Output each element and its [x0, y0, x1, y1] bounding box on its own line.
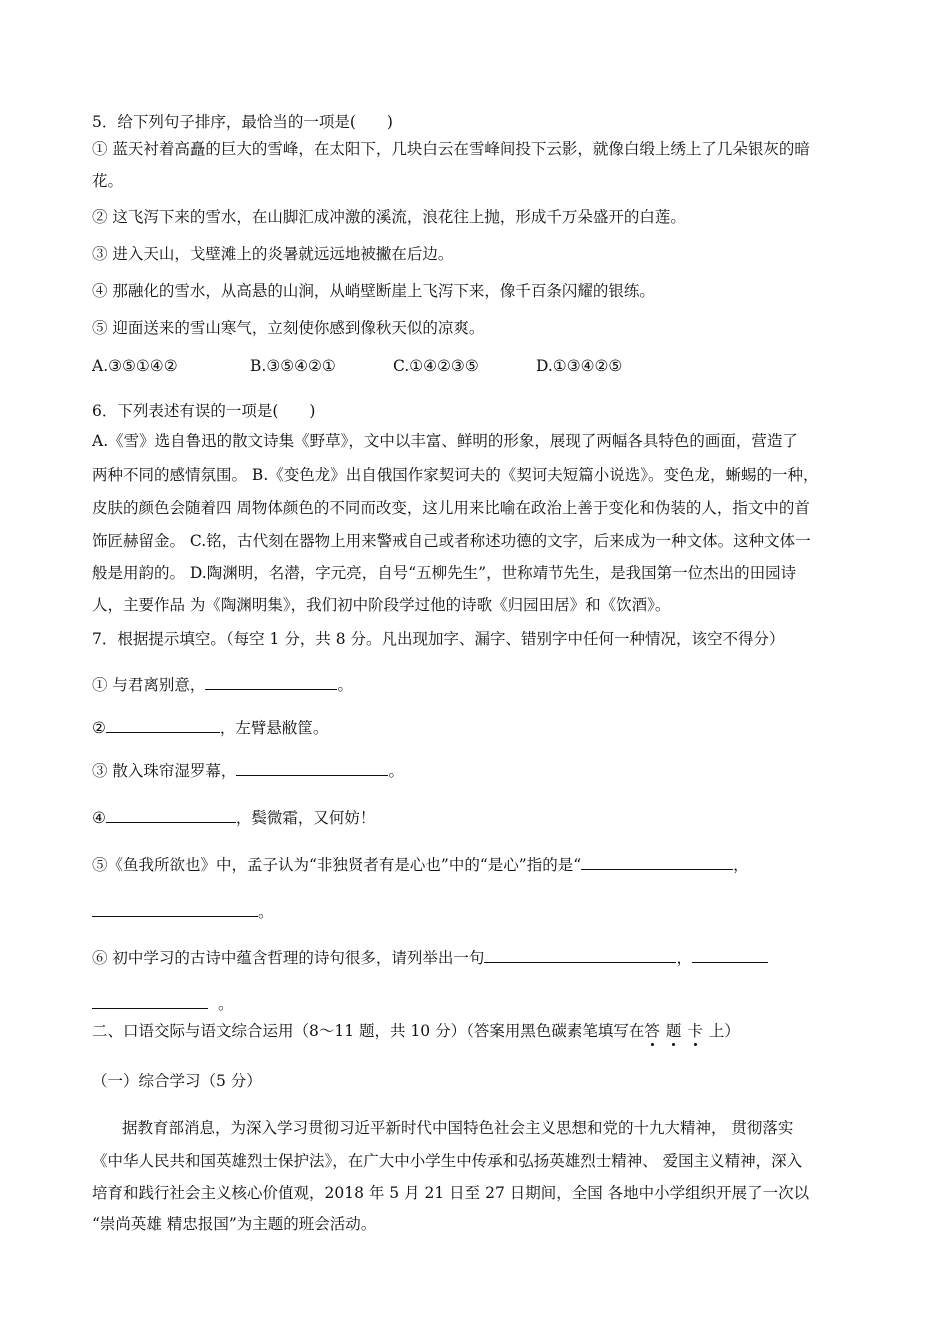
- q7-item-3: [92, 759, 404, 782]
- emphasis-char: 题: [665, 1022, 682, 1040]
- q7-item-4: [92, 806, 375, 829]
- q7-item-6-sep: ，: [676, 949, 692, 967]
- q7-item-5-sep: ，: [733, 856, 749, 874]
- q7-item-3-end: 。: [388, 762, 404, 780]
- q6-text-line: 人，主要作品 为《陶渊明集》，我们初中阶段学过他的诗歌《归园田居》和《饮酒》。: [92, 596, 671, 614]
- q6-text-line: 饰匠赫留金。 C.铭，古代刻在器物上用来警戒自己或者称述功德的文字，后来成为一种文体。这种文体一: [92, 532, 811, 550]
- section-2-heading: [92, 1020, 740, 1042]
- q7-item-4-end: ，鬓微霜，又何妨！: [235, 809, 376, 827]
- q6-stem: 6．下列表述有误的一项是( ): [92, 402, 316, 420]
- q5-sentence-1-cont: 花。: [92, 172, 124, 190]
- q5-stem: 5．给下列句子排序，最恰当的一项是( ): [92, 113, 393, 131]
- q7-item-4-text: ④: [92, 809, 106, 827]
- answer-blank[interactable]: [92, 992, 208, 1009]
- answer-blank[interactable]: [106, 806, 236, 823]
- q7-item-5: [92, 853, 749, 876]
- section-2-heading-end: ）: [724, 1022, 740, 1040]
- answer-blank[interactable]: [236, 759, 388, 776]
- q7-item-1: [92, 673, 353, 696]
- q5-sentence-4: ④ 那融化的雪水，从高悬的山涧，从峭壁断崖上飞泻下来，像千百条闪耀的银练。: [92, 282, 655, 300]
- q6-text-line: 皮肤的颜色会随着四 周物体颜色的不同而改变，这儿用来比喻在政治上善于变化和伪装的人，指文中的首: [92, 499, 810, 517]
- q7-item-5-cont: [92, 900, 274, 923]
- paragraph-line: 培育和践行社会主义核心价值观，2018 年 5 月 21 日至 27 日期间，全国 各地中小学组织开展了一次以: [92, 1184, 810, 1202]
- answer-blank[interactable]: [484, 946, 676, 963]
- emphasis-char: 答: [644, 1022, 660, 1040]
- q7-item-3-text: ③ 散入珠帘湿罗幕，: [92, 762, 237, 780]
- subsection-heading: （一）综合学习（5 分）: [92, 1072, 262, 1090]
- q5-option-a: A.③⑤①④②: [92, 357, 178, 375]
- answer-blank[interactable]: [92, 900, 258, 917]
- paragraph-line: 据教育部消息，为深入学习贯彻习近平新时代中国特色社会主义思想和党的十九大精神， 贯彻落实: [122, 1119, 794, 1137]
- q7-item-6-text: ⑥ 初中学习的古诗中蕴含哲理的诗句很多，请列举出一句: [92, 949, 485, 967]
- q6-text-line: A.《雪》选自鲁迅的散文诗集《野草》，文中以丰富、鲜明的形象，展现了两幅各具特色的画面，营造了: [92, 432, 798, 450]
- paragraph-line: “崇尚英雄 精忠报国”为主题的班会活动。: [92, 1215, 377, 1233]
- q7-item-2: [92, 716, 328, 739]
- q5-sentence-1: ① 蓝天衬着高矗的巨大的雪峰，在太阳下，几块白云在雪峰间投下云影，就像白缎上绣上了几朵银灰的暗: [92, 140, 810, 158]
- answer-blank[interactable]: [205, 673, 337, 690]
- q5-option-b: B.③⑤④②①: [250, 357, 336, 375]
- q5-sentence-5: ⑤ 迎面送来的雪山寒气，立刻使你感到像秋天似的凉爽。: [92, 319, 485, 337]
- q7-item-1-end: 。: [337, 676, 353, 694]
- answer-blank[interactable]: [106, 716, 220, 733]
- section-2-heading-text: 二、口语交际与语文综合运用（8～11 题，共 10 分）（答案用黑色碳素笔填写在: [92, 1022, 645, 1040]
- q7-item-6-cont: [92, 992, 234, 1015]
- q7-item-5-end: 。: [258, 903, 274, 921]
- paragraph-line: 《中华人民共和国英雄烈士保护法》，在广大中小学生中传承和弘扬英雄烈士精神、 爱国主义精神，深入: [92, 1152, 803, 1170]
- q7-item-6-end: 。: [218, 995, 234, 1013]
- q7-item-2-end: ，左臂悬敝筐。: [219, 719, 329, 737]
- q7-item-1-text: ① 与君离别意，: [92, 676, 206, 694]
- answer-blank[interactable]: [692, 946, 768, 963]
- q7-item-5-text: ⑤《鱼我所欲也》中，孟子认为“非独贤者有是心也”中的“是心”指的是“: [92, 856, 582, 874]
- answer-blank[interactable]: [581, 853, 733, 870]
- q6-text-line: 般是用韵的。 D.陶渊明，名潜，字元亮，自号“五柳先生”，世称靖节先生，是我国第一位杰出的田园诗: [92, 564, 797, 582]
- q7-stem: 7．根据提示填空。（每空 1 分，共 8 分。凡出现加字、漏字、错别字中任何一种情况，该空不得分）: [92, 630, 785, 648]
- q7-item-2-text: ②: [92, 719, 106, 737]
- emphasis-char: 上: [708, 1022, 725, 1040]
- q6-text-line: 两种不同的感情氛围。 B.《变色龙》出自俄国作家契诃夫的《契诃夫短篇小说选》。变色龙，蜥蜴的一种，: [92, 466, 819, 484]
- q5-option-c: C.①④②③⑤: [393, 357, 479, 375]
- q5-option-d: D.①③④②⑤: [536, 357, 623, 375]
- q7-item-6: [92, 946, 768, 969]
- emphasis-char: 卡: [687, 1022, 703, 1040]
- q5-sentence-2: ② 这飞泻下来的雪水，在山脚汇成冲激的溪流，浪花往上抛，形成千万朵盛开的白莲。: [92, 208, 686, 226]
- q5-sentence-3: ③ 进入天山，戈壁滩上的炎暑就远远地被撇在后边。: [92, 245, 454, 263]
